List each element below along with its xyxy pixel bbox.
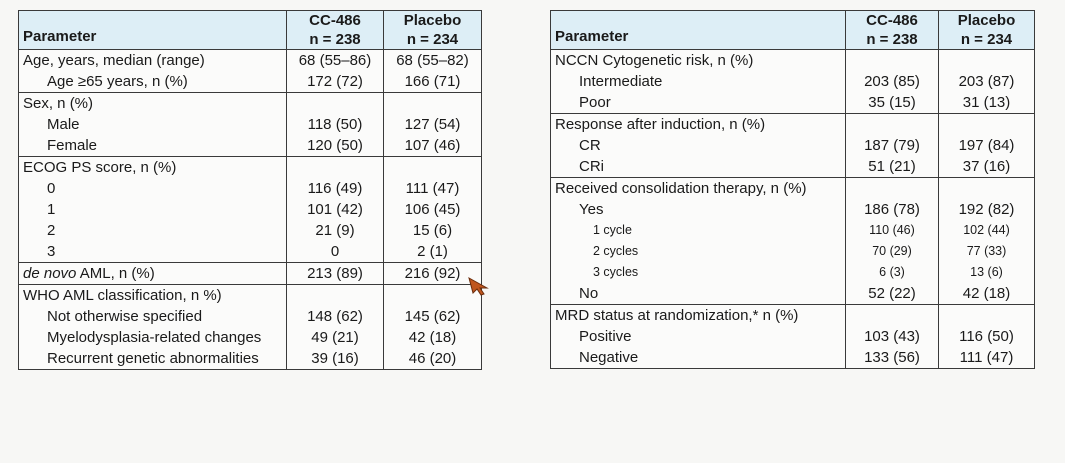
placebo-value: 31 (13) — [939, 92, 1035, 114]
row-label: No — [551, 283, 846, 305]
table-row — [19, 241, 482, 263]
cc486-value: 101 (42) — [287, 199, 384, 220]
group-who — [19, 285, 482, 370]
row-label: 1 — [19, 199, 287, 220]
placebo-value: 102 (44) — [939, 220, 1035, 241]
row-label: 3 — [19, 241, 287, 263]
baseline-table-left — [18, 10, 482, 370]
table-row — [19, 220, 482, 241]
group-consolidation — [551, 178, 1035, 305]
cc486-value: 51 (21) — [846, 156, 939, 178]
header-cc486-n: n = 238 — [309, 31, 361, 48]
row-label: Response after induction, n (%) — [551, 114, 846, 136]
cc486-value: 0 — [287, 241, 384, 263]
placebo-value — [939, 305, 1035, 327]
placebo-value: 166 (71) — [384, 71, 482, 93]
cc486-value — [846, 114, 939, 136]
row-label: Positive — [551, 326, 846, 347]
header-row — [551, 11, 1035, 50]
cc486-value: 110 (46) — [846, 220, 939, 241]
cc486-value: 120 (50) — [287, 135, 384, 157]
row-label: ECOG PS score, n (%) — [19, 157, 287, 179]
cc486-value: 49 (21) — [287, 327, 384, 348]
cc486-value: 116 (49) — [287, 178, 384, 199]
placebo-value: 37 (16) — [939, 156, 1035, 178]
placebo-value: 15 (6) — [384, 220, 482, 241]
group-age — [19, 50, 482, 93]
placebo-value — [384, 157, 482, 179]
header-row — [19, 11, 482, 50]
table-row — [19, 135, 482, 157]
cc486-value: 186 (78) — [846, 199, 939, 220]
header-cc486 — [287, 11, 384, 50]
row-label: 3 cycles — [551, 262, 846, 283]
cc486-value — [287, 93, 384, 115]
placebo-value — [939, 50, 1035, 72]
table-row — [551, 283, 1035, 305]
placebo-value: 13 (6) — [939, 262, 1035, 283]
row-label-rest: AML, n (%) — [76, 265, 155, 282]
cc486-value: 187 (79) — [846, 135, 939, 156]
placebo-value: 111 (47) — [384, 178, 482, 199]
placebo-value: 42 (18) — [384, 327, 482, 348]
table-row — [19, 178, 482, 199]
group-mrd — [551, 305, 1035, 369]
table-row — [551, 326, 1035, 347]
placebo-value: 46 (20) — [384, 348, 482, 370]
table-row — [551, 135, 1035, 156]
row-label: Not otherwise specified — [19, 306, 287, 327]
row-label: Sex, n (%) — [19, 93, 287, 115]
table-row — [19, 327, 482, 348]
row-label: Male — [19, 114, 287, 135]
table-row — [19, 263, 482, 285]
cc486-value: 6 (3) — [846, 262, 939, 283]
table-row — [551, 220, 1035, 241]
cc486-value: 118 (50) — [287, 114, 384, 135]
table-row — [19, 50, 482, 72]
cc486-value: 148 (62) — [287, 306, 384, 327]
table-row — [19, 157, 482, 179]
cc486-value: 21 (9) — [287, 220, 384, 241]
cc486-value: 103 (43) — [846, 326, 939, 347]
header-placebo — [939, 11, 1035, 50]
table-row — [19, 306, 482, 327]
row-label: CRi — [551, 156, 846, 178]
cc486-value — [846, 178, 939, 200]
pointer-arrow-icon — [467, 276, 489, 296]
placebo-value: 2 (1) — [384, 241, 482, 263]
row-label: WHO AML classification, n %) — [19, 285, 287, 307]
row-label: Age ≥65 years, n (%) — [19, 71, 287, 93]
row-label: 0 — [19, 178, 287, 199]
table-row — [19, 93, 482, 115]
header-cc486-n: n = 238 — [866, 31, 918, 48]
group-sex — [19, 93, 482, 157]
cc486-value: 39 (16) — [287, 348, 384, 370]
baseline-table-right — [550, 10, 1035, 369]
table-row — [19, 71, 482, 93]
pointer-arrow-shape — [469, 278, 487, 295]
header-placebo-n: n = 234 — [406, 31, 459, 48]
group-response — [551, 114, 1035, 178]
header-cc486 — [846, 11, 939, 50]
header-placebo-label: Placebo — [957, 12, 1016, 29]
cc486-value: 68 (55–86) — [287, 50, 384, 72]
table-row — [551, 347, 1035, 369]
table-row — [19, 114, 482, 135]
cc486-value — [846, 50, 939, 72]
row-label — [19, 263, 287, 285]
cc486-value — [846, 305, 939, 327]
table-row — [551, 71, 1035, 92]
row-label: MRD status at randomization,* n (%) — [551, 305, 846, 327]
table-row — [551, 199, 1035, 220]
cc486-value: 35 (15) — [846, 92, 939, 114]
placebo-value: 197 (84) — [939, 135, 1035, 156]
table-row — [551, 156, 1035, 178]
placebo-value — [939, 114, 1035, 136]
row-label: CR — [551, 135, 846, 156]
table-row — [551, 178, 1035, 200]
cc486-value: 213 (89) — [287, 263, 384, 285]
cc486-value: 52 (22) — [846, 283, 939, 305]
row-label: Age, years, median (range) — [19, 50, 287, 72]
table-row — [551, 50, 1035, 72]
table-row — [19, 348, 482, 370]
cc486-value: 133 (56) — [846, 347, 939, 369]
placebo-value: 106 (45) — [384, 199, 482, 220]
cc486-value — [287, 157, 384, 179]
placebo-value: 111 (47) — [939, 347, 1035, 369]
row-label: Poor — [551, 92, 846, 114]
placebo-value: 107 (46) — [384, 135, 482, 157]
header-parameter: Parameter — [551, 11, 846, 50]
placebo-value — [384, 93, 482, 115]
cc486-value: 203 (85) — [846, 71, 939, 92]
row-label: Recurrent genetic abnormalities — [19, 348, 287, 370]
row-label: 2 — [19, 220, 287, 241]
header-placebo-label: Placebo — [403, 12, 462, 29]
row-label: 1 cycle — [551, 220, 846, 241]
row-label: Myelodysplasia-related changes — [19, 327, 287, 348]
group-denovo — [19, 263, 482, 285]
row-label: Intermediate — [551, 71, 846, 92]
placebo-value: 145 (62) — [384, 306, 482, 327]
row-label: 2 cycles — [551, 241, 846, 262]
placebo-value — [939, 178, 1035, 200]
table-row — [551, 262, 1035, 283]
header-cc486-label: CC-486 — [866, 12, 918, 29]
placebo-value: 77 (33) — [939, 241, 1035, 262]
table-row — [19, 199, 482, 220]
table-row — [551, 114, 1035, 136]
placebo-value: 203 (87) — [939, 71, 1035, 92]
placebo-value: 42 (18) — [939, 283, 1035, 305]
row-label: Yes — [551, 199, 846, 220]
row-label: Female — [19, 135, 287, 157]
header-cc486-label: CC-486 — [309, 12, 361, 29]
header-placebo — [384, 11, 482, 50]
row-label: Received consolidation therapy, n (%) — [551, 178, 846, 200]
table-row — [551, 305, 1035, 327]
row-label: NCCN Cytogenetic risk, n (%) — [551, 50, 846, 72]
table-row — [19, 285, 482, 307]
cc486-value — [287, 285, 384, 307]
table-row — [551, 241, 1035, 262]
group-ecog — [19, 157, 482, 263]
placebo-value: 68 (55–82) — [384, 50, 482, 72]
placebo-value: 192 (82) — [939, 199, 1035, 220]
group-nccn — [551, 50, 1035, 114]
cc486-value: 172 (72) — [287, 71, 384, 93]
row-label-italic: de novo — [23, 265, 77, 282]
cc486-value: 70 (29) — [846, 241, 939, 262]
header-parameter: Parameter — [19, 11, 287, 50]
placebo-value: 127 (54) — [384, 114, 482, 135]
header-placebo-n: n = 234 — [960, 31, 1013, 48]
placebo-value: 216 (92) — [384, 263, 482, 285]
placebo-value: 116 (50) — [939, 326, 1035, 347]
table-row — [551, 92, 1035, 114]
row-label: Negative — [551, 347, 846, 369]
